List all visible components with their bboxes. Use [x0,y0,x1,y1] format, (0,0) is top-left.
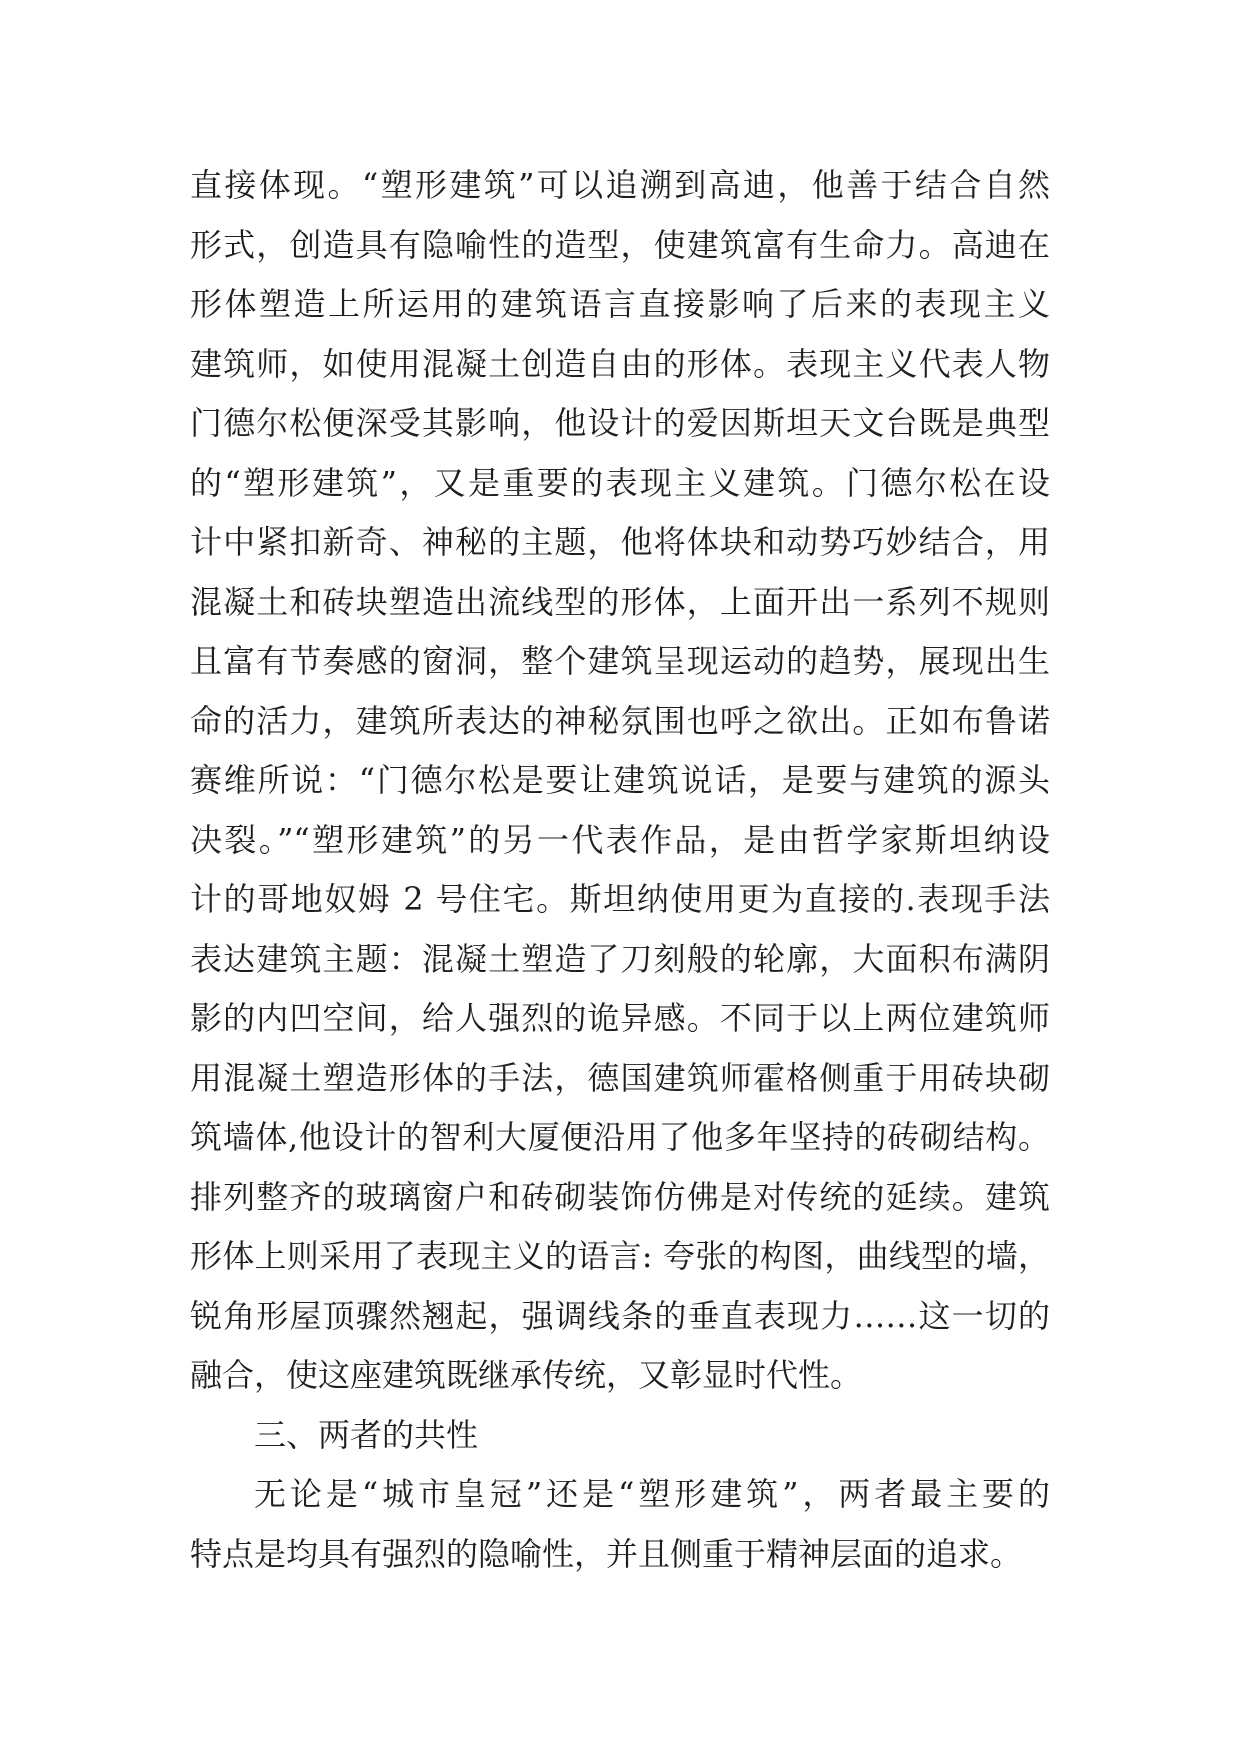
text-line: 赛维所说：“门德尔松是要让建筑说话，是要与建筑的源头 [190,761,1050,799]
text-line: 筑墙体,他设计的智利大厦便沿用了他多年坚持的砖砌结构。 [190,1118,1050,1156]
text-line: 计的哥地奴姆 2 号住宅。斯坦纳使用更为直接的.表现手法 [190,880,1050,918]
text-line: 决裂。”“塑形建筑”的另一代表作品，是由哲学家斯坦纳设 [190,820,1050,859]
text-line: 融合，使这座建筑既继承传统，又彰显时代性。 [190,1356,863,1394]
text-line: 计中紧扣新奇、神秘的主题，他将体块和动势巧妙结合，用 [190,523,1050,561]
text-line: 排列整齐的玻璃窗户和砖砌装饰仿佛是对传统的延续。建筑 [190,1177,1050,1216]
text-line: 建筑师，如使用混凝土创造自由的形体。表现主义代表人物 [190,344,1050,383]
text-line: 用混凝土塑造形体的手法，德国建筑师霍格侧重于用砖块砌 [190,1058,1050,1097]
text-line: 影的内凹空间，给人强烈的诡异感。不同于以上两位建筑师 [190,999,1050,1037]
paragraph-line: 无论是“城市皇冠”还是“塑形建筑”，两者最主要的 [254,1475,1050,1513]
body-text [190,156,1090,1584]
text-line: 混凝土和砖块塑造出流线型的形体，上面开出一系列不规则 [190,582,1050,621]
text-line: 锐角形屋顶骤然翘起，强调线条的垂直表现力……这一切的 [190,1296,1050,1335]
text-line: 直接体现。“塑形建筑”可以追溯到高迪，他善于结合自然 [190,166,1050,204]
text-line: 且富有节奏感的窗洞，整个建筑呈现运动的趋势，展现出生 [190,642,1050,680]
text-line: 形体塑造上所运用的建筑语言直接影响了后来的表现主义 [190,285,1050,323]
text-line: 形式，创造具有隐喻性的造型，使建筑富有生命力。高迪在 [190,225,1050,264]
text-line: 命的活力，建筑所表达的神秘氛围也呼之欲出。正如布鲁诺 [190,701,1050,740]
text-line: 的“塑形建筑”，又是重要的表现主义建筑。门德尔松在设 [190,463,1050,502]
paragraph-line: 特点是均具有强烈的隐喻性，并且侧重于精神层面的追求。 [190,1534,1023,1573]
text-line: 表达建筑主题：混凝土塑造了刀刻般的轮廓，大面积布满阴 [190,939,1050,978]
section-heading: 三、两者的共性 [254,1415,479,1454]
text-line: 形体上则采用了表现主义的语言: 夸张的构图，曲线型的墙， [190,1237,1050,1275]
text-line: 门德尔松便深受其影响，他设计的爱因斯坦天文台既是典型 [190,404,1050,442]
